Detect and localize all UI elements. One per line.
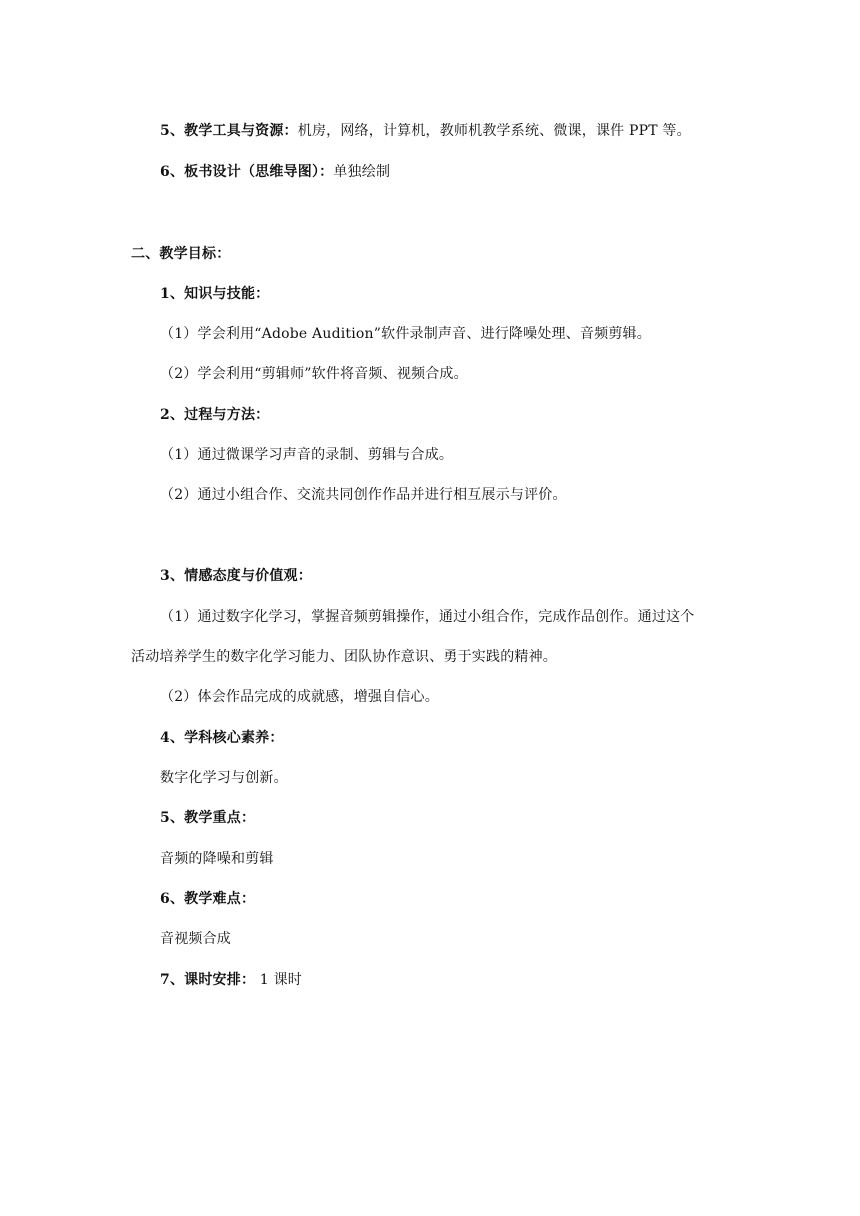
core-literacy-text: 数字化学习与创新。 xyxy=(160,770,288,786)
resources-line xyxy=(160,121,691,141)
schedule-line xyxy=(160,970,302,990)
section-title: 二、教学目标： xyxy=(131,246,231,262)
emotion-item-1-line-1: （1）通过数字化学习，掌握音频剪辑操作，通过小组合作，完成作品创作。通过这个 xyxy=(160,609,695,625)
resources-label: 5、教学工具与资源： xyxy=(160,123,298,139)
resources-text: 机房，网络，计算机，教师机教学系统、微课，课件 PPT 等。 xyxy=(297,123,691,139)
schedule-label: 7、课时安排： xyxy=(160,972,256,988)
process-item-2: （2）通过小组合作、交流共同创作作品并进行相互展示与评价。 xyxy=(160,487,567,503)
process-heading: 2、过程与方法： xyxy=(160,407,270,423)
difficult-point-text: 音视频合成 xyxy=(160,931,231,947)
emotion-item-1-line-2: 活动培养学生的数字化学习能力、团队协作意识、勇于实践的精神。 xyxy=(131,649,557,665)
knowledge-item-2: （2）学会利用“剪辑师”软件将音频、视频合成。 xyxy=(160,366,468,382)
process-item-1: （1）通过微课学习声音的录制、剪辑与合成。 xyxy=(160,447,454,463)
emotion-item-2: （2）体会作品完成的成就感，增强自信心。 xyxy=(160,689,439,705)
board-design-text: 单独绘制 xyxy=(333,164,391,180)
key-point-text: 音频的降噪和剪辑 xyxy=(160,851,274,867)
key-point-heading: 5、教学重点： xyxy=(160,810,256,826)
schedule-text: 1 课时 xyxy=(255,972,302,988)
core-literacy-heading: 4、学科核心素养： xyxy=(160,730,284,746)
knowledge-heading: 1、知识与技能： xyxy=(160,286,270,302)
knowledge-item-1: （1）学会利用“Adobe Audition”软件录制声音、进行降噪处理、音频剪辑。 xyxy=(160,326,651,342)
board-design-line xyxy=(160,162,390,182)
difficult-point-heading: 6、教学难点： xyxy=(160,891,256,907)
emotion-heading: 3、情感态度与价值观： xyxy=(160,568,312,584)
board-design-label: 6、板书设计（思维导图）： xyxy=(160,164,334,180)
